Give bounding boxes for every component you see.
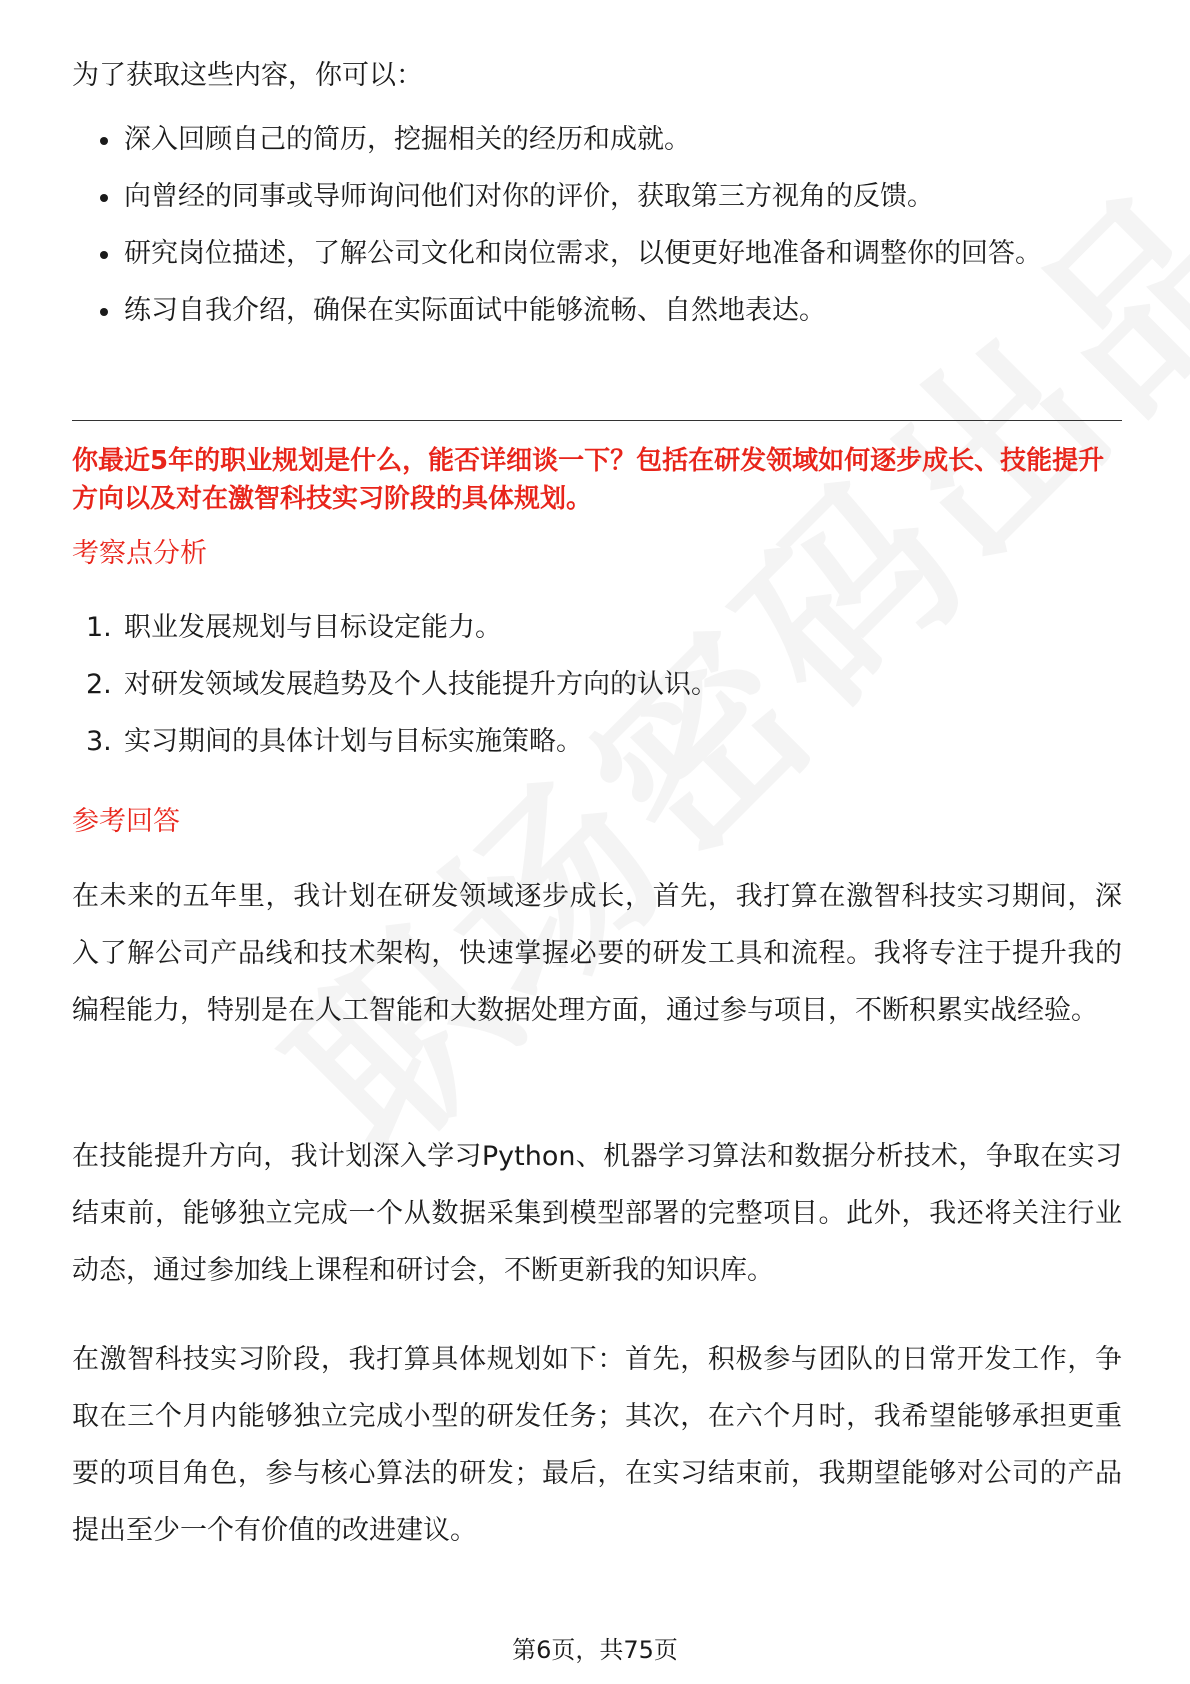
intro-text: 为了获取这些内容，你可以： <box>72 60 423 91</box>
answer-paragraph: 在激智科技实习阶段，我打算具体规划如下：首先，积极参与团队的日常开发工作，争取在三个月内能够独立完成小型的研发任务；其次，在六个月时，我希望能够承担更重要的项目角色，参与核心算法的研发；最后，在实习结束前，我期望能够对公司的产品提出至少一个有价值的改进建议。 <box>72 1344 1122 1546</box>
page-number: 第6页，共75页 <box>512 1636 678 1664</box>
list-item-text: 对研发领域发展趋势及个人技能提升方向的认识。 <box>124 669 718 700</box>
bullet-icon <box>100 308 108 316</box>
list-item-text: 实习期间的具体计划与目标实施策略。 <box>124 726 583 757</box>
question-title: 你最近5年的职业规划是什么，能否详细谈一下？包括在研发领域如何逐步成长、技能提升方向以及对在激智科技实习阶段的具体规划。 <box>72 446 1105 514</box>
list-item <box>72 291 1122 331</box>
answer-heading: 参考回答 <box>72 806 180 837</box>
list-item <box>72 234 1122 274</box>
list-number: 3. <box>86 726 112 757</box>
list-item-text: 职业发展规划与目标设定能力。 <box>124 612 502 643</box>
answer-paragraph: 在技能提升方向，我计划深入学习Python、机器学习算法和数据分析技术，争取在实习结束前，能够独立完成一个从数据采集到模型部署的完整项目。此外，我还将关注行业动态，通过参加线上课程和研讨会，不断更新我的知识库。 <box>72 1141 1122 1286</box>
list-item-text: 深入回顾自己的简历，挖掘相关的经历和成就。 <box>124 124 691 155</box>
list-item <box>72 177 1122 217</box>
list-item <box>72 608 1122 648</box>
intro-section <box>72 56 1122 348</box>
list-number: 1. <box>86 612 112 643</box>
list-item <box>72 722 1122 762</box>
bullet-list <box>72 120 1122 331</box>
bullet-icon <box>100 194 108 202</box>
list-item-text: 研究岗位描述，了解公司文化和岗位需求，以便更好地准备和调整你的回答。 <box>124 238 1042 269</box>
list-item <box>72 665 1122 705</box>
bullet-icon <box>100 251 108 259</box>
analysis-heading: 考察点分析 <box>72 538 207 569</box>
bullet-icon <box>100 137 108 145</box>
analysis-list <box>72 608 1122 779</box>
section-divider <box>72 420 1122 421</box>
list-item-text: 练习自我介绍，确保在实际面试中能够流畅、自然地表达。 <box>124 295 826 326</box>
list-item-text: 向曾经的同事或导师询问他们对你的评价，获取第三方视角的反馈。 <box>124 181 934 212</box>
list-item <box>72 120 1122 160</box>
answer-paragraph: 在未来的五年里，我计划在研发领域逐步成长，首先，我打算在激智科技实习期间，深入了解公司产品线和技术架构，快速掌握必要的研发工具和流程。我将专注于提升我的编程能力，特别是在人工智能和大数据处理方面，通过参与项目，不断积累实战经验。 <box>72 881 1122 1026</box>
list-number: 2. <box>86 669 112 700</box>
